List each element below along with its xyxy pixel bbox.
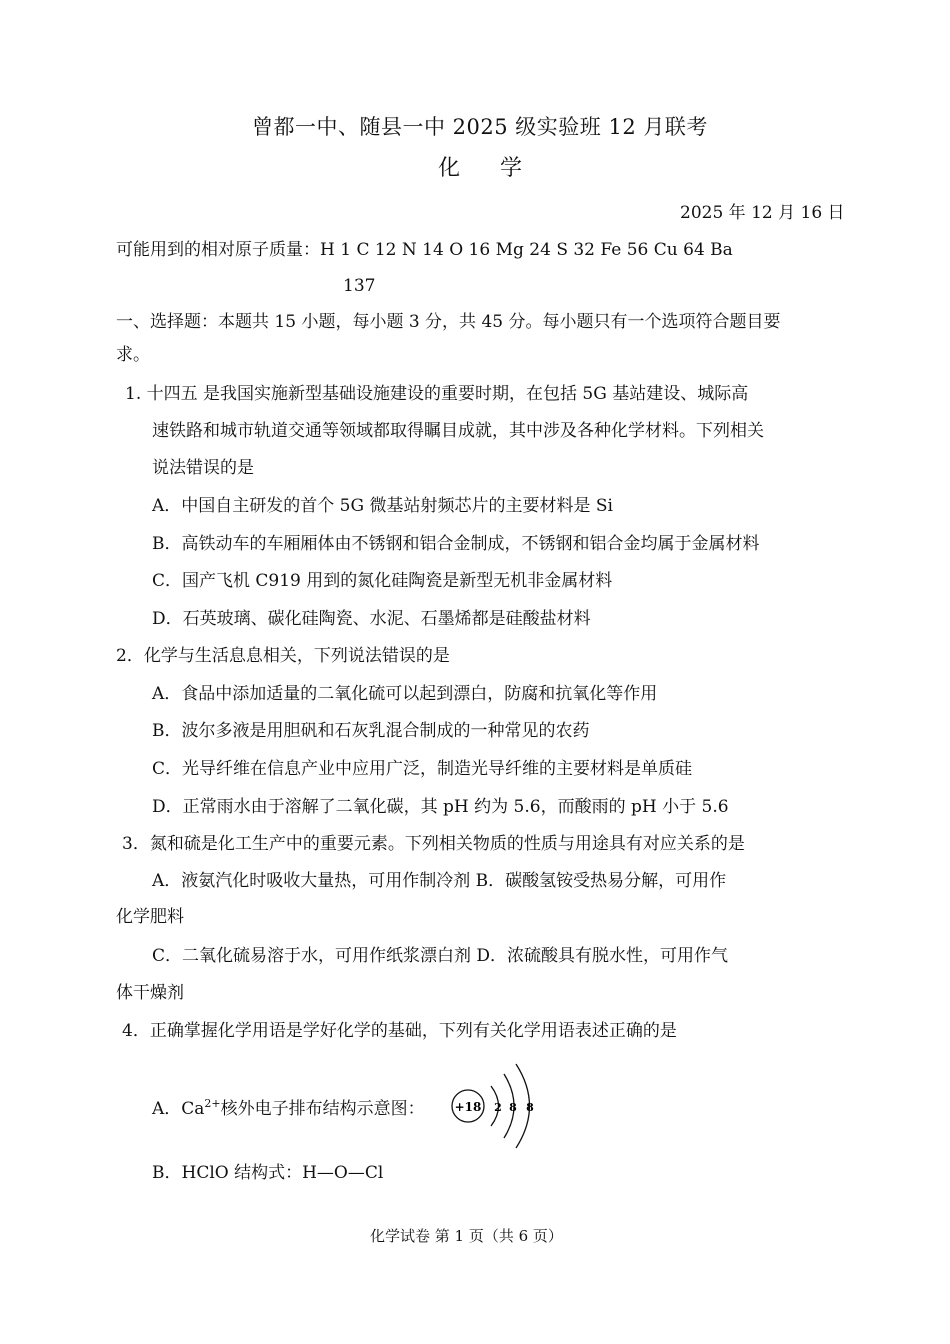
q1-option-a: A．中国自主研发的首个 5G 微基站射频芯片的主要材料是 Si — [152, 496, 613, 516]
subject-title — [438, 157, 522, 181]
atomic-mass-line-2: 137 — [343, 276, 376, 296]
atomic-mass-line-1: 可能用到的相对原子质量：H 1 C 12 N 14 O 16 Mg 24 S 32 Fe 56 Cu 64 Ba — [116, 240, 733, 260]
exam-title: 曾都一中、随县一中 2025 级实验班 12 月联考 — [252, 115, 708, 139]
atomic-structure-diagram — [448, 1060, 543, 1152]
section-1-heading-line-1: 一、选择题：本题共 15 小题，每小题 3 分，共 45 分。每小题只有一个选项符合题目要 — [116, 312, 781, 332]
q4-option-a-superscript: 2+ — [204, 1097, 221, 1110]
q1-stem-line-2: 速铁路和城市轨道交通等领域都取得瞩目成就，其中涉及各种化学材料。下列相关 — [152, 421, 764, 441]
q3-options-cd-line-2: 体干燥剂 — [116, 983, 184, 1003]
q1-stem-line-1: 1. 十四五 是我国实施新型基础设施建设的重要时期，在包括 5G 基站建设、城际高 — [125, 384, 749, 404]
q1-option-c: C．国产飞机 C919 用到的氮化硅陶瓷是新型无机非金属材料 — [152, 571, 613, 591]
q1-stem-line-3: 说法错误的是 — [152, 458, 254, 478]
q3-stem: 3．氮和硫是化工生产中的重要元素。下列相关物质的性质与用途具有对应关系的是 — [122, 834, 745, 854]
q2-stem: 2．化学与生活息息相关，下列说法错误的是 — [116, 646, 450, 666]
q2-option-a: A．食品中添加适量的二氧化硫可以起到漂白，防腐和抗氧化等作用 — [152, 684, 658, 704]
q3-options-ab-line-1: A．液氨汽化时吸收大量热，可用作制冷剂 B．碳酸氢铵受热易分解，可用作 — [152, 871, 727, 891]
q3-options-cd-line-1: C．二氧化硫易溶于水，可用作纸浆漂白剂 D．浓硫酸具有脱水性，可用作气 — [152, 946, 729, 966]
page-footer: 化学试卷 第 1 页（共 6 页） — [370, 1227, 563, 1245]
q4-option-a — [152, 1092, 425, 1121]
shell-3-electrons: 8 — [526, 1101, 534, 1114]
q1-option-d: D．石英玻璃、碳化硅陶瓷、水泥、石墨烯都是硅酸盐材料 — [152, 609, 591, 629]
nucleus-charge: +18 — [454, 1100, 482, 1114]
section-1-heading-line-2: 求。 — [116, 345, 150, 365]
exam-date: 2025 年 12 月 16 日 — [680, 203, 845, 223]
subject-char-1: 化 — [438, 156, 461, 181]
q3-options-ab-line-2: 化学肥料 — [116, 907, 184, 927]
q2-option-d: D．正常雨水由于溶解了二氧化碳，其 pH 约为 5.6，而酸雨的 pH 小于 5.6 — [152, 797, 729, 817]
shell-2-electrons: 8 — [509, 1101, 517, 1114]
q4-option-a-suffix: 核外电子排布结构示意图： — [220, 1099, 425, 1119]
q4-option-a-prefix: A．Ca — [152, 1099, 205, 1119]
shell-1-electrons: 2 — [494, 1101, 502, 1114]
q4-option-b: B．HClO 结构式：H—O—Cl — [152, 1163, 384, 1183]
subject-char-2: 学 — [500, 156, 523, 181]
q4-stem: 4．正确掌握化学用语是学好化学的基础，下列有关化学用语表述正确的是 — [122, 1021, 677, 1041]
q1-option-b: B．高铁动车的车厢厢体由不锈钢和铝合金制成，不锈钢和铝合金均属于金属材料 — [152, 534, 760, 554]
q2-option-c: C．光导纤维在信息产业中应用广泛，制造光导纤维的主要材料是单质硅 — [152, 759, 693, 779]
q2-option-b: B．波尔多液是用胆矾和石灰乳混合制成的一种常见的农药 — [152, 721, 590, 741]
